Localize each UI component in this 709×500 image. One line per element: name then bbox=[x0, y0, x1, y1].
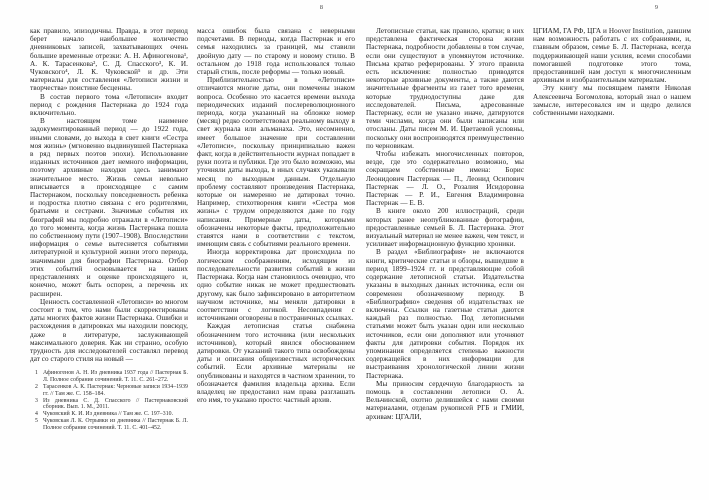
paragraph: как правило, эпизодичны. Правда, в этот период берет начало наибольшее количество дневниковых записей, захватывающих очень большие временные отрезки: А. Н. Афиногенова¹, А. К. Тарасенкова², С. Д. Спасского³, К. И. Чуковского⁴, Л. К. Чуковской⁵ и др. Эти материалы для составления «Летописи жизни и творчества» поистине бесценны. bbox=[30, 27, 188, 93]
paragraph: В раздел «Библиография» не включаются книги, критические статьи и обзоры, вышедшие в период 1899–1924 гг. и представляющие собой содержание летописной статьи. Издательства указаны в выходных данных источника, если он современен обозначенному периоду. В «Библиографию» сведения об издательствах не включены. Ссылки на газетные статьи даются каждый раз полностью. Под летописными статьями может быть указан один или несколько источников, если они дополняют или уточняют факты для датировки события. Порядок их упоминания определяется степенью важности содержащейся в них информации для выстраивания хронологической линии жизни Пастернака. bbox=[366, 248, 524, 380]
right-page-columns bbox=[366, 27, 691, 421]
footnote bbox=[30, 370, 188, 384]
footnote-text: Чуковский К. И. Из дневника // Там же. С. 197–310. bbox=[43, 411, 174, 418]
footnote-number: 1 bbox=[35, 370, 38, 377]
left-page-column-2 bbox=[197, 27, 355, 432]
footnote bbox=[30, 411, 188, 418]
footnote-number: 4 bbox=[35, 411, 38, 418]
paragraph: Чтобы избежать многочисленных повторов, везде, где это содержательно возможно, мы сокращаем собственные имена: Борис Леонидович Пастернак — П., Леонид Осипович Пастернак — Л. О., Розалия Исидоровна Пастернак — Р. И., Евгения Владимировна Пастернак — Е. В. bbox=[366, 150, 524, 208]
page-number: 8 bbox=[319, 4, 323, 11]
page-left bbox=[30, 0, 356, 500]
footnote-text: Тарасенков А. К. Пастернак: Черновые записи 1934–1939 гг. // Там же. С. 158–184. bbox=[43, 383, 188, 397]
paragraph: Эту книгу мы посвящаем памяти Николая Алексеевича Богомолова, который знал о нашем замысле, интересовался им и щедро делился собственными находками. bbox=[533, 84, 691, 118]
paragraph: В настоящем томе наименее задокументированный период — до 1922 года, иными словами, до выхода в свет книги «Сестра моя жизнь» (мгновенно выдвинувшей Пастернака в ряд первых поэтов эпохи). Использование изданных источников дает немного информации, поэтому архивные находки здесь занимают значительное место. Жизнь семьи невольно вписывается в происходящее с самим Пастернаком, поскольку повседневность ребенка и подростка плотно связана с его родителями, братьями и сестрами. Значимые события их биографий мы подробно отражали в «Летописи» до того момента, когда жизнь Пастернака пошла по собственному пути (1907–1908). Впоследствии информация о семье вытесняется событиями литературной и культурной жизни этого периода, значимыми для биографии Пастернака. Отбор этих событий основывается на наших представлениях и оценке происходящего и, конечно, может быть оспорен, а перечень их расширен. bbox=[30, 117, 188, 298]
footnote-number: 3 bbox=[35, 397, 38, 404]
footnote-number: 2 bbox=[35, 383, 38, 390]
footnotes bbox=[30, 370, 188, 431]
footnote bbox=[30, 384, 188, 398]
paragraph: ЦГИАМ, ГА РФ, ЦГА и Hoover Institution, давшим нам возможность работать с их собраниями, и, главным образом, семье Б. Л. Пастернака, всегда поддерживающей наши усилия, всеми способами помогавшей подготовке этого тома, предоставившей нам доступ к многочисленным архивным и изобразительным материалам. bbox=[533, 27, 691, 85]
left-page-column-1 bbox=[30, 27, 188, 432]
paragraph: В книге около 200 иллюстраций, среди которых ранее неопубликованные фотографии, предоставленные семьей Б. Л. Пастернака. Этот визуальный материал не менее важен, чем текст, и усиливает информационную функцию хроники. bbox=[366, 207, 524, 249]
footnote-text: Афиногенов А. Н. Из дневника 1937 года // Пастернак Б. Л. Полное собрание сочинений. Т. 11. С. 261–272. bbox=[43, 370, 188, 384]
left-page-columns bbox=[30, 27, 356, 432]
paragraph: Летописные статьи, как правило, кратки; в них представлена фактическая сторона жизни Пастернака, подробности добавлены в том случае, если они существуют в упомянутом источнике. Письма кратко реферированы. У этого правила есть исключения: полностью приводятся некоторые архивные документы, а также даются значительные фрагменты из газет того времени, которые труднодоступны даже для исследователей. Письма, адресованные Пастернаку, если не указано иначе, датируются теми числами, когда они были написаны или отосланы. Даты писем М. И. Цветаевой условны, поскольку они воспроизводятся преимущественно по черновикам. bbox=[366, 27, 524, 150]
paragraph: Мы приносим сердечную благодарность за помощь в составлении летописи О. А. Вельчинской, охотно делившейся с нами своими материалами, отделам рукописей РГБ и ГМИИ, архивам: ЦГАЛИ, bbox=[366, 379, 524, 421]
page-right bbox=[366, 0, 691, 500]
footnote-number: 5 bbox=[35, 417, 38, 424]
paragraph: В состав первого тома «Летописи» входит период с рождения Пастернака до 1924 года включительно. bbox=[30, 92, 188, 118]
paragraph: Каждая летописная статья снабжена обозначением того источника (или нескольких источников), который явился обоснованием датировки. От указаний такого типа освобождены даты и описания общеизвестных исторических событий. Если архивные материалы не опубликованы и находятся в частном хранении, то обозначается фамилия владельца архива. Если владелец не предоставил нам права разглашать его имя, то указано просто: частный архив. bbox=[197, 322, 355, 405]
footnote bbox=[30, 418, 188, 432]
right-page-column-1 bbox=[366, 27, 524, 421]
footnote-text: Чуковская Л. К. Отрывки из дневника // Пастернак Б. Л. Полное собрание сочинений. Т. 11. С. 401–452. bbox=[43, 417, 188, 431]
footnote bbox=[30, 398, 188, 412]
page-number: 9 bbox=[654, 4, 658, 11]
paragraph: масса ошибок была связана с неверными подсчетами. В периоды, когда Пастернак и его семья находились за границей, мы ставили двойную дату — по старому и новому стилю. В остальном до 1918 года использовался только старый стиль, после реформы — только новый. bbox=[197, 27, 355, 77]
right-page-column-2 bbox=[533, 27, 691, 421]
paragraph: Ценность составленной «Летописи» во многом состоит в том, что нами были скорректированы даты многих фактов жизни Пастернака. Ошибки и расхождения в датировках мы находили повсюду, даже в литературе, заслуживающей максимального доверия. Как ни странно, особую трудность для исследователей составлял перевод дат со старого стиля на новый — bbox=[30, 297, 188, 364]
footnote-text: Из дневника С. Д. Спасского // Пастернаковский сборник. Вып. 1. М., 2011. bbox=[43, 397, 188, 411]
paragraph: Приблизительностью в «Летописи» отличаются многие даты, они помечены знаком вопроса. Особенно это касается времени выхода периодических изданий послереволюционного периода, когда указанный на обложке номер (месяц) редко соответствовал реальному выходу в свет журнала или альманаха. Это, несомненно, имеет большое значение при составлении «Летописи», поскольку принципиально важен факт, когда в действительности журнал попадает в руки поэта и публики. Где это было возможно, мы уточняли даты выхода, в иных случаях указывали месяц по выходным данным. Отдельную проблему составляют произведения Пастернака, которые он намеренно не датировал точно. Например, стихотворения книги «Сестра моя жизнь» с трудом определяются даже по году написания. Примерные даты, которыми обозначены некоторые факты, предположительно ставятся нами в соответствии с текстом, имеющим связь с событиями реального времени. bbox=[197, 76, 355, 249]
paragraph: Иногда корректировка дат происходила по логическим соображениям, исходящим из последовательности развития событий в жизни Пастернака. Когда нам становилось очевидно, что одно событие никак не может предшествовать другому, как было зафиксировано в авторитетном научном источнике, мы меняли датировки в соответствии с логикой. Несовпадения с источниками оговорены в постраничных ссылках. bbox=[197, 248, 355, 323]
